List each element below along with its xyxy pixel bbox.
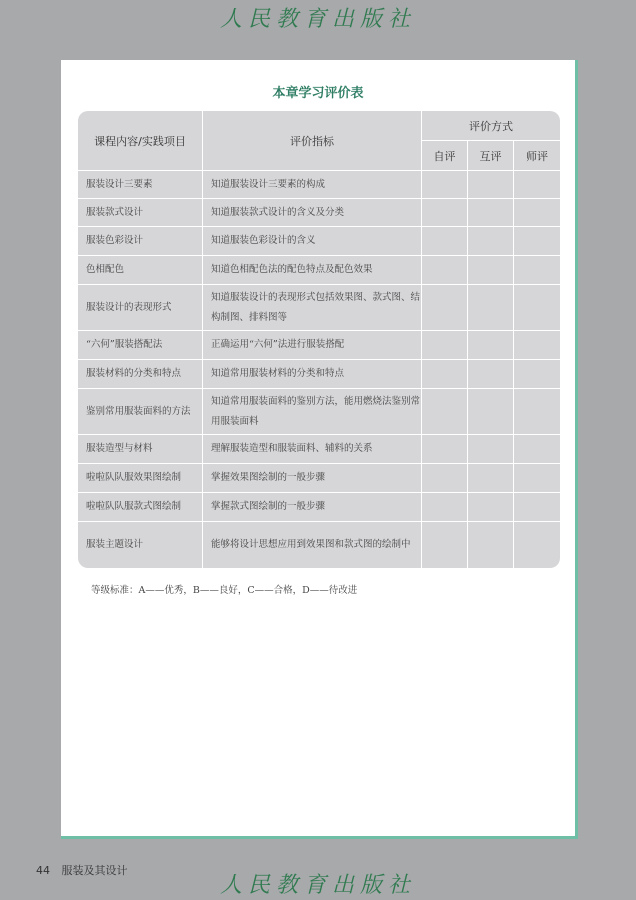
page-sheet: [61, 60, 578, 839]
peer-score-cell[interactable]: [468, 171, 514, 199]
self-score-cell[interactable]: [422, 227, 468, 256]
self-score-cell[interactable]: [422, 285, 468, 331]
teacher-score-cell[interactable]: [514, 464, 560, 493]
header-course: 课程内容/实践项目: [78, 111, 203, 171]
course-cell: 服装主题设计: [78, 522, 203, 568]
table-row: [78, 493, 560, 522]
peer-score-cell[interactable]: [468, 285, 514, 331]
course-cell: 色相配色: [78, 256, 203, 285]
table-row: [78, 199, 560, 227]
evaluation-table: [78, 111, 560, 568]
indicator-cell: 知道常用服装面料的鉴别方法，能用燃烧法鉴别常用服装面料: [203, 389, 422, 435]
page-number: 44: [36, 864, 50, 877]
header-peer: 互评: [468, 141, 514, 171]
peer-score-cell[interactable]: [468, 331, 514, 360]
indicator-cell: 知道服装款式设计的含义及分类: [203, 199, 422, 227]
self-score-cell[interactable]: [422, 256, 468, 285]
peer-score-cell[interactable]: [468, 435, 514, 464]
course-cell: 啦啦队队服效果图绘制: [78, 464, 203, 493]
table-row: [78, 331, 560, 360]
indicator-cell: 知道常用服装材料的分类和特点: [203, 360, 422, 389]
course-cell: 服装造型与材料: [78, 435, 203, 464]
indicator-cell: 正确运用“六何”法进行服装搭配: [203, 331, 422, 360]
course-cell: 服装设计的表现形式: [78, 285, 203, 331]
table-row: [78, 389, 560, 435]
indicator-cell: 掌握款式图绘制的一般步骤: [203, 493, 422, 522]
table-row: [78, 256, 560, 285]
publisher-watermark-bottom: 人民教育出版社: [219, 873, 416, 898]
self-score-cell[interactable]: [422, 171, 468, 199]
indicator-cell: 能够将设计思想应用到效果图和款式图的绘制中: [203, 522, 422, 568]
teacher-score-cell[interactable]: [514, 171, 560, 199]
indicator-cell: 知道服装设计三要素的构成: [203, 171, 422, 199]
grade-standard-note: 等级标准：A——优秀，B——良好，C——合格，D——待改进: [91, 585, 358, 596]
table-row: [78, 464, 560, 493]
table-row: [78, 227, 560, 256]
table-row: [78, 171, 560, 199]
teacher-score-cell[interactable]: [514, 256, 560, 285]
peer-score-cell[interactable]: [468, 199, 514, 227]
indicator-cell: 知道服装设计的表现形式包括效果图、款式图、结构制图、排料图等: [203, 285, 422, 331]
teacher-score-cell[interactable]: [514, 199, 560, 227]
book-title: 服装及其设计: [61, 864, 128, 877]
teacher-score-cell[interactable]: [514, 493, 560, 522]
indicator-cell: 知道色相配色法的配色特点及配色效果: [203, 256, 422, 285]
teacher-score-cell[interactable]: [514, 360, 560, 389]
teacher-score-cell[interactable]: [514, 522, 560, 568]
course-cell: 啦啦队队服款式图绘制: [78, 493, 203, 522]
peer-score-cell[interactable]: [468, 360, 514, 389]
course-cell: 鉴别常用服装面料的方法: [78, 389, 203, 435]
header-indicator: 评价指标: [203, 111, 422, 171]
teacher-score-cell[interactable]: [514, 227, 560, 256]
table-row: [78, 435, 560, 464]
header-method: 评价方式: [422, 111, 560, 141]
peer-score-cell[interactable]: [468, 389, 514, 435]
peer-score-cell[interactable]: [468, 464, 514, 493]
peer-score-cell[interactable]: [468, 522, 514, 568]
self-score-cell[interactable]: [422, 493, 468, 522]
peer-score-cell[interactable]: [468, 256, 514, 285]
course-cell: 服装材料的分类和特点: [78, 360, 203, 389]
peer-score-cell[interactable]: [468, 493, 514, 522]
self-score-cell[interactable]: [422, 199, 468, 227]
indicator-cell: 理解服装造型和服装面料、辅料的关系: [203, 435, 422, 464]
course-cell: 服装设计三要素: [78, 171, 203, 199]
publisher-watermark-top: 人民教育出版社: [219, 7, 416, 32]
self-score-cell[interactable]: [422, 389, 468, 435]
teacher-score-cell[interactable]: [514, 435, 560, 464]
self-score-cell[interactable]: [422, 360, 468, 389]
course-cell: “六何”服装搭配法: [78, 331, 203, 360]
table-row: [78, 285, 560, 331]
self-score-cell[interactable]: [422, 331, 468, 360]
table-title: 本章学习评价表: [272, 86, 364, 101]
indicator-cell: 掌握效果图绘制的一般步骤: [203, 464, 422, 493]
self-score-cell[interactable]: [422, 464, 468, 493]
indicator-cell: 知道服装色彩设计的含义: [203, 227, 422, 256]
self-score-cell[interactable]: [422, 522, 468, 568]
self-score-cell[interactable]: [422, 435, 468, 464]
table-row: [78, 360, 560, 389]
peer-score-cell[interactable]: [468, 227, 514, 256]
course-cell: 服装色彩设计: [78, 227, 203, 256]
course-cell: 服装款式设计: [78, 199, 203, 227]
table-row: [78, 522, 560, 568]
teacher-score-cell[interactable]: [514, 331, 560, 360]
teacher-score-cell[interactable]: [514, 285, 560, 331]
header-teacher: 师评: [514, 141, 560, 171]
header-self: 自评: [422, 141, 468, 171]
teacher-score-cell[interactable]: [514, 389, 560, 435]
